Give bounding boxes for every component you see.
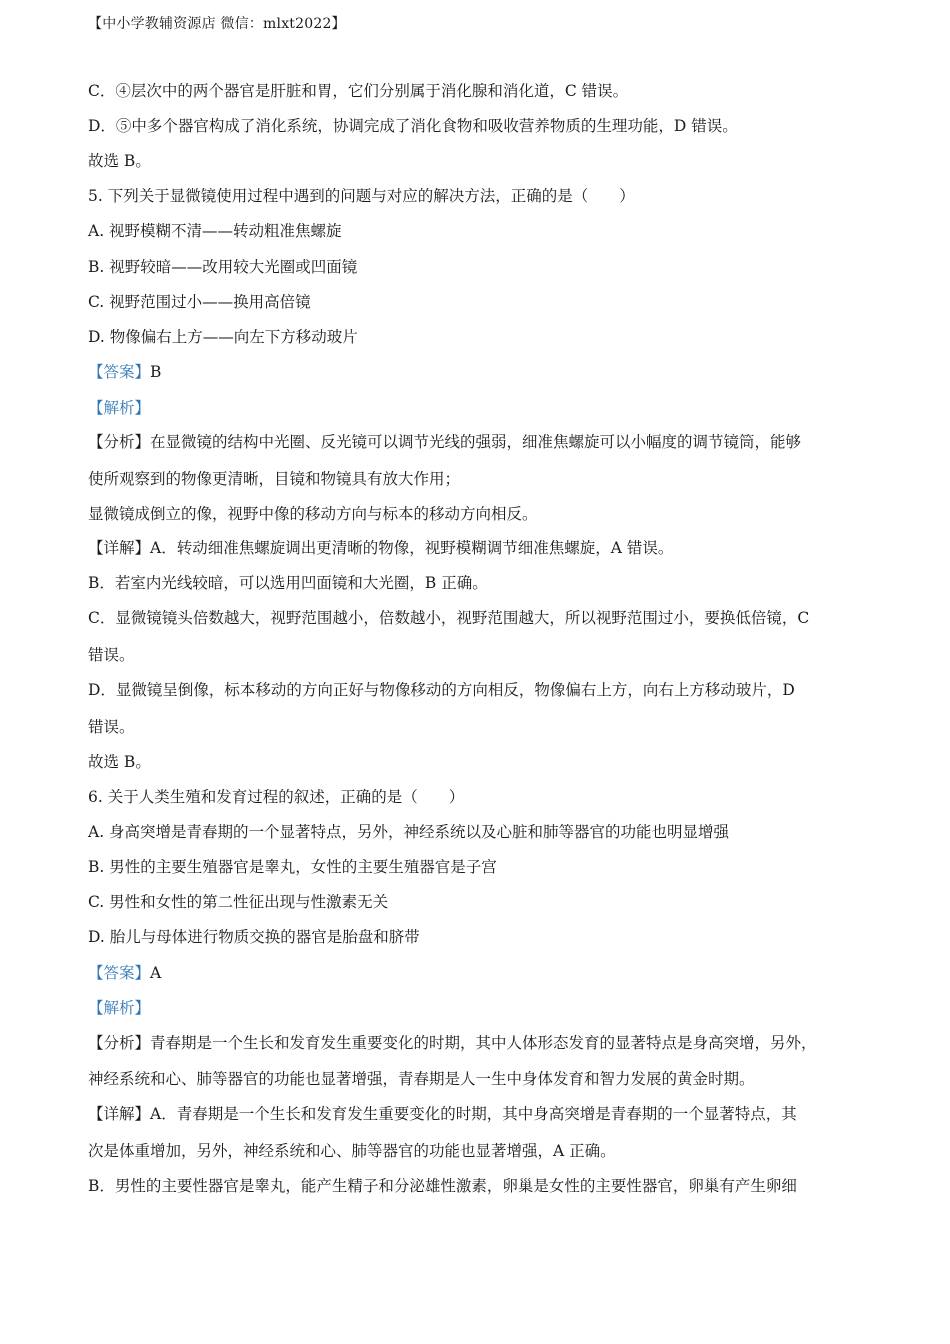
text-line: [88, 1068, 755, 1090]
line-text: A. 身高突增是青春期的一个显著特点，另外，神经系统以及心脏和肺等器官的功能也明显增强: [88, 823, 730, 841]
text-line: [88, 607, 809, 629]
text-line: [88, 821, 729, 843]
text-line: [88, 361, 161, 383]
text-line: [88, 1140, 616, 1162]
line-text: 【详解】A．转动细准焦螺旋调出更清晰的物像，视野模糊调节细准焦螺旋，A 错误。: [88, 539, 674, 557]
line-text: B．若室内光线较暗，可以选用凹面镜和大光圈，B 正确。: [88, 574, 488, 592]
text-line: [88, 468, 460, 490]
line-text: 错误。: [88, 646, 135, 664]
line-text: A. 视野模糊不清——转动粗准焦螺旋: [88, 222, 342, 240]
section-tag: 【解析】: [88, 399, 151, 417]
text-line: [88, 997, 150, 1019]
text-line: [88, 962, 161, 984]
text-line: [88, 397, 150, 419]
line-text: 使所观察到的物像更清晰，目镜和物镜具有放大作用；: [88, 470, 461, 488]
line-text: C. 视野范围过小——换用高倍镜: [88, 293, 311, 311]
line-text: D．⑤中多个器官构成了消化系统，协调完成了消化食物和吸收营养物质的生理功能，D 错误。: [88, 117, 738, 135]
text-line: [88, 926, 420, 948]
line-text: C. 男性和女性的第二性征出现与性激素无关: [88, 893, 389, 911]
text-line: [88, 291, 311, 313]
text-line: [88, 1175, 797, 1197]
text-line: [88, 572, 488, 594]
text-line: [88, 326, 358, 348]
line-text: B. 男性的主要生殖器官是睾丸，女性的主要生殖器官是子宫: [88, 858, 497, 876]
line-text: 错误。: [88, 718, 135, 736]
line-text: B: [150, 363, 162, 381]
text-line: [88, 220, 342, 242]
line-text: 神经系统和心、肺等器官的功能也显著增强，青春期是人一生中身体发育和智力发展的黄金时期。: [88, 1070, 755, 1088]
text-line: [88, 1103, 797, 1125]
section-tag: 【答案】: [88, 964, 151, 982]
section-tag: 【解析】: [88, 999, 151, 1017]
line-text: 5. 下列关于显微镜使用过程中遇到的问题与对应的解决方法，正确的是（ ）: [88, 187, 635, 205]
line-text: 故选 B。: [88, 152, 151, 170]
line-text: B. 视野较暗——改用较大光圈或凹面镜: [88, 258, 358, 276]
page-header: 【中小学教辅资源店 微信：mlxt2022】: [88, 16, 346, 32]
line-text: 6. 关于人类生殖和发育过程的叙述，正确的是（ ）: [88, 788, 465, 806]
text-line: [88, 891, 388, 913]
text-line: [88, 679, 795, 701]
text-line: [88, 256, 357, 278]
text-line: [88, 537, 673, 559]
text-line: [88, 115, 738, 137]
text-line: [88, 716, 135, 738]
line-text: 显微镜成倒立的像，视野中像的移动方向与标本的移动方向相反。: [88, 505, 538, 523]
text-line: [88, 150, 151, 172]
line-text: 故选 B。: [88, 753, 151, 771]
text-line: [88, 644, 135, 666]
text-line: [88, 431, 801, 453]
line-text: D. 物像偏右上方——向左下方移动玻片: [88, 328, 358, 346]
line-text: 【分析】青春期是一个生长和发育发生重要变化的时期，其中人体形态发育的显著特点是身高突增，另外，: [88, 1034, 817, 1052]
line-text: D．显微镜呈倒像，标本移动的方向正好与物像移动的方向相反，物像偏右上方，向右上方移动玻片，D: [88, 681, 795, 699]
line-text: C．显微镜镜头倍数越大，视野范围越小，倍数越小，视野范围越大，所以视野范围过小，要换低倍镜，C: [88, 609, 810, 627]
text-line: [88, 185, 635, 207]
section-tag: 【答案】: [88, 363, 151, 381]
line-text: A: [150, 964, 162, 982]
text-line: [88, 786, 464, 808]
text-line: [88, 80, 628, 102]
line-text: 次是体重增加，另外，神经系统和心、肺等器官的功能也显著增强，A 正确。: [88, 1142, 616, 1160]
line-text: B．男性的主要性器官是睾丸，能产生精子和分泌雄性激素，卵巢是女性的主要性器官，卵巢有产生卵细: [88, 1177, 797, 1195]
text-line: [88, 751, 151, 773]
text-line: [88, 856, 497, 878]
line-text: D. 胎儿与母体进行物质交换的器官是胎盘和脐带: [88, 928, 420, 946]
line-text: C．④层次中的两个器官是肝脏和胃，它们分别属于消化腺和消化道，C 错误。: [88, 82, 629, 100]
text-line: [88, 503, 538, 525]
text-line: [88, 1032, 817, 1054]
line-text: 【分析】在显微镜的结构中光圈、反光镜可以调节光线的强弱，细准焦螺旋可以小幅度的调节镜筒，能够: [88, 433, 802, 451]
line-text: 【详解】A．青春期是一个生长和发育发生重要变化的时期，其中身高突增是青春期的一个显著特点，其: [88, 1105, 797, 1123]
